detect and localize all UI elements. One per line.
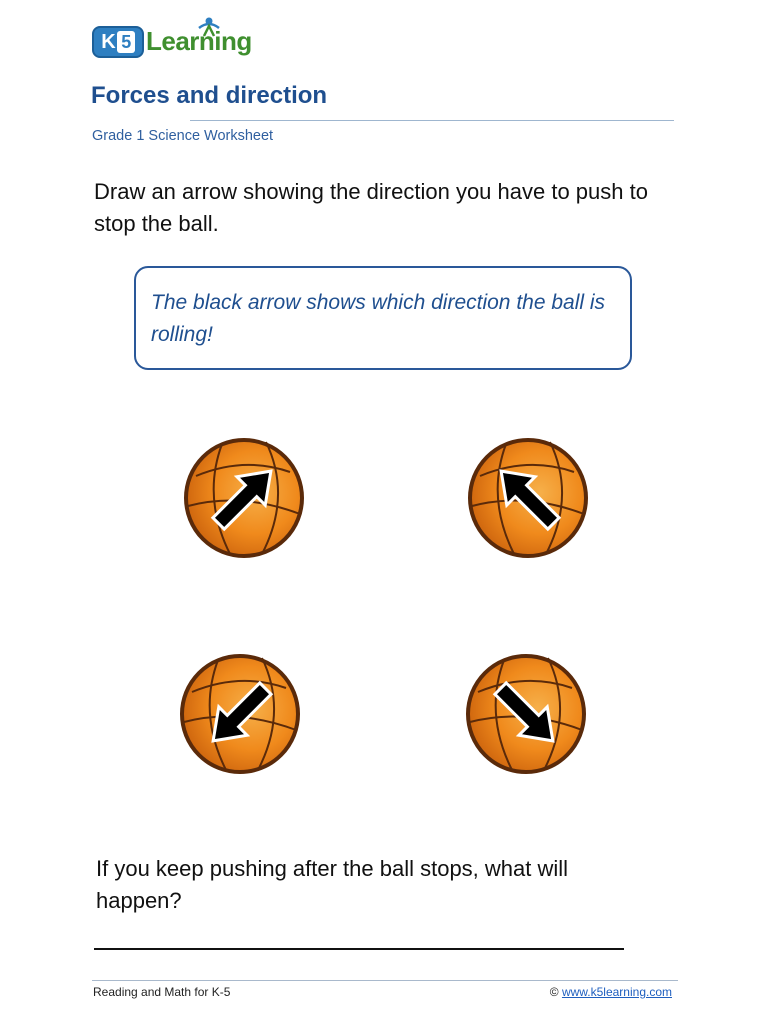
header-divider <box>190 120 674 121</box>
question-text: If you keep pushing after the ball stops, what will happen? <box>96 856 569 913</box>
answer-line[interactable] <box>94 948 624 950</box>
logo-badge-5: 5 <box>117 31 135 53</box>
logo-person-icon <box>196 16 222 38</box>
k5-learning-logo <box>92 16 262 62</box>
copyright-symbol: © <box>549 985 559 999</box>
logo-badge-k: K <box>101 30 115 53</box>
worksheet-subtitle: Grade 1 Science Worksheet <box>92 128 274 144</box>
page-title: Forces and direction <box>91 82 328 109</box>
basketball-arrow-up-right-icon <box>182 436 306 560</box>
logo-wordmark: Learning <box>146 26 252 56</box>
basketball-arrow-down-left-icon <box>178 652 302 776</box>
hint-text: The black arrow shows which direction the ball is rolling! <box>151 291 606 346</box>
logo-badge <box>92 26 144 58</box>
footer-copyright <box>550 985 672 999</box>
footer-tagline: Reading and Math for K-5 <box>93 985 231 999</box>
basketball-arrow-down-right-icon <box>464 652 588 776</box>
basketball-arrow-up-left-icon <box>466 436 590 560</box>
instruction-text: Draw an arrow showing the direction you have to push to stop the ball. <box>94 179 648 236</box>
footer-website-link[interactable]: www.k5learning.com <box>561 985 672 999</box>
hint-box <box>134 266 632 370</box>
footer-divider <box>92 980 678 981</box>
